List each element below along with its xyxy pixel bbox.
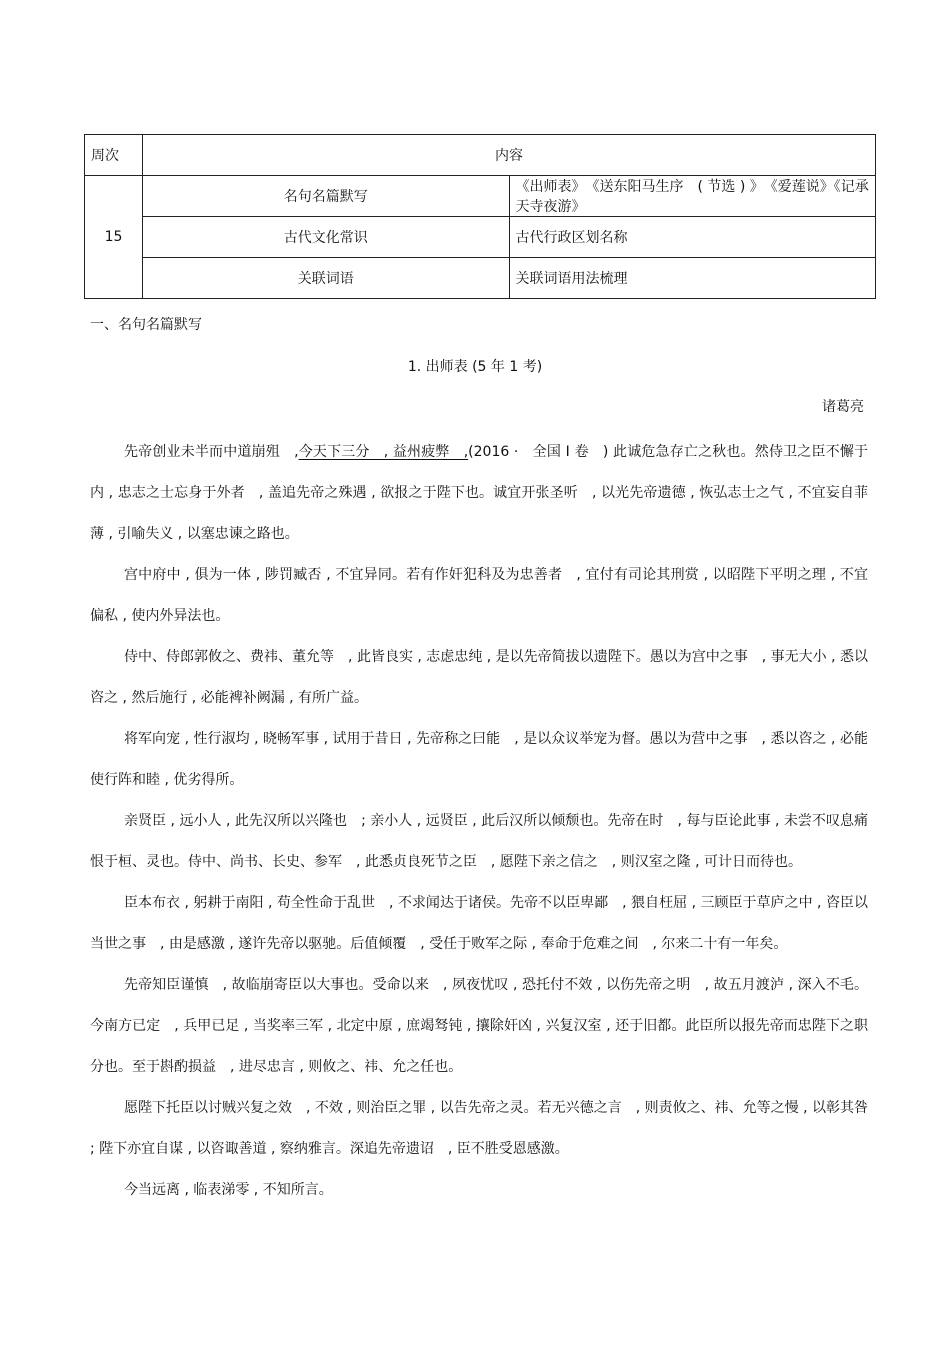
table-row <box>85 217 876 258</box>
paragraph: 先帝知臣谨慎 , 故临崩寄臣以大事也。受命以来 , 夙夜忧叹 , 恐托付不效 , 以伤先帝之明 , 故五月渡泸 , 深入不毛。今南方已定 , 兵甲已足 , 当奖率三军 , 北定中原 , 庶竭驽钝 , 攘除奸凶 , 兴复汉室 , 还于旧都。此臣所以报先帝而忠陛下之职分也。至于斟酌损益 , 进尽忠言 , 则攸之、祎、允之任也。 <box>90 977 868 1075</box>
section-heading: 一、名句名篇默写 <box>90 317 202 333</box>
paragraph: 亲贤臣 , 远小人 , 此先汉所以兴隆也 ; 亲小人 , 远贤臣 , 此后汉所以倾颓也。先帝在时 , 每与臣论此事 , 未尝不叹息痛恨于桓、灵也。侍中、尚书、长史、参军 , 此悉贞良死节之臣 , 愿陛下亲之信之 , 则汉室之隆 , 可计日而待也。 <box>90 813 868 870</box>
category-cell: 古代文化常识 <box>143 217 510 258</box>
paragraph: 侍中、侍郎郭攸之、费祎、董允等 , 此皆良实 , 志虑忠纯 , 是以先帝简拔以遗陛下。愚以为宫中之事 , 事无大小 , 悉以咨之 , 然后施行 , 必能裨补阙漏 , 有所广益。 <box>90 649 868 706</box>
week-number: 15 <box>85 176 143 299</box>
table-row <box>85 258 876 299</box>
detail-cell: 古代行政区划名称 <box>509 217 876 258</box>
poem-author: 诸葛亮 <box>822 399 864 415</box>
paragraph-text: 先帝创业未半而中道崩殂 , <box>124 444 299 460</box>
category-cell: 关联词语 <box>143 258 510 299</box>
table-header-row <box>85 135 876 176</box>
paragraph: 臣本布衣 , 躬耕于南阳 , 苟全性命于乱世 , 不求闻达于诸侯。先帝不以臣卑鄙 , 猥自枉屈 , 三顾臣于草庐之中 , 咨臣以当世之事 , 由是感激 , 遂许先帝以驱驰。后值倾覆 , 受任于败军之际 , 奉命于危难之间 , 尔来二十有一年矣。 <box>90 895 868 952</box>
paragraph: 宫中府中 , 俱为一体 , 陟罚臧否 , 不宜异同。若有作奸犯科及为忠善者 , 宜付有司论其刑赏 , 以昭陛下平明之理 , 不宜偏私 , 使内外异法也。 <box>90 567 868 624</box>
paragraph: 愿陛下托臣以讨贼兴复之效 , 不效 , 则治臣之罪 , 以告先帝之灵。若无兴德之言 , 则责攸之、祎、允等之慢 , 以彰其咎 ; 陛下亦宜自谋 , 以咨诹善道 , 察纳雅言。深追先帝遗诏 , 臣不胜受恩感激。 <box>90 1100 868 1157</box>
category-cell: 名句名篇默写 <box>143 176 510 217</box>
paragraph: 今当远离 , 临表涕零 , 不知所言。 <box>124 1182 333 1198</box>
detail-cell: 关联词语用法梳理 <box>509 258 876 299</box>
schedule-table <box>84 134 876 299</box>
poem-title: 1. 出师表 (5 年 1 考) <box>407 359 543 375</box>
detail-cell: 《出师表》 《送东阳马生序 ( 节选 ) 》 《爱莲说》《记承天寺夜游》 <box>509 176 876 217</box>
underlined-blank-answer: 今天下三分 , 益州疲弊 , <box>298 444 469 460</box>
week-header: 周次 <box>85 135 143 176</box>
paragraph-text: (2016 · 全国 Ⅰ 卷 ) 此诚危急存亡之秋也。然侍卫之臣不懈于内 , 忠志之士忘身于外者 , 盖追先帝之殊遇 , 欲报之于陛下也。诚宜开张圣听 , 以光先帝遗德 , 恢弘志士之气 , 不宜妄自菲薄 , 引喻失义 , 以塞忠谏之路也。 <box>90 444 868 542</box>
content-header: 内容 <box>143 135 876 176</box>
poem-body <box>90 432 868 1211</box>
table-row <box>85 176 876 217</box>
paragraph: 将军向宠 , 性行淑均 , 晓畅军事 , 试用于昔日 , 先帝称之曰能 , 是以众议举宠为督。愚以为营中之事 , 悉以咨之 , 必能使行阵和睦 , 优劣得所。 <box>90 731 868 788</box>
paragraph <box>90 432 868 555</box>
